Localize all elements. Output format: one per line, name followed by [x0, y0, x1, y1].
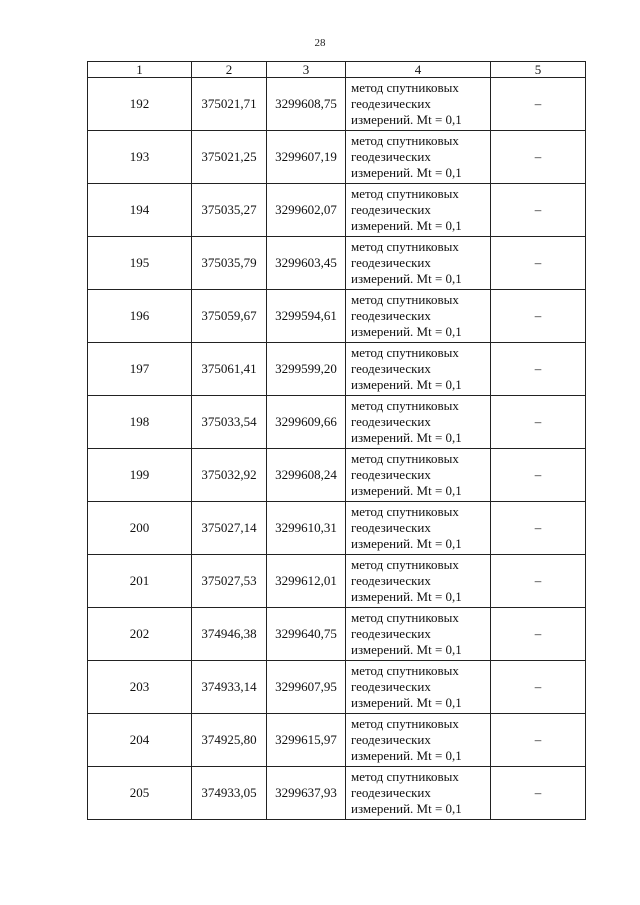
method-line: измерений. Mt = 0,1 — [351, 324, 462, 339]
method-cell — [346, 343, 491, 396]
header-col-2: 2 — [192, 62, 267, 78]
y-coordinate-cell: 3299612,01 — [267, 555, 346, 608]
method-cell — [346, 661, 491, 714]
point-number-cell: 198 — [88, 396, 192, 449]
method-line: измерений. Mt = 0,1 — [351, 695, 462, 710]
method-line: метод спутниковых — [351, 133, 459, 148]
table-row — [88, 78, 586, 131]
header-col-3: 3 — [267, 62, 346, 78]
method-line: метод спутниковых — [351, 663, 459, 678]
method-line: метод спутниковых — [351, 557, 459, 572]
method-line: метод спутниковых — [351, 80, 459, 95]
method-cell — [346, 767, 491, 820]
x-coordinate-cell: 375059,67 — [192, 290, 267, 343]
point-number-cell: 196 — [88, 290, 192, 343]
method-line: измерений. Mt = 0,1 — [351, 430, 462, 445]
note-cell: – — [491, 714, 586, 767]
method-line: геодезических — [351, 520, 431, 535]
page-number: 28 — [314, 37, 326, 49]
method-cell — [346, 184, 491, 237]
x-coordinate-cell: 375027,53 — [192, 555, 267, 608]
method-cell — [346, 396, 491, 449]
y-coordinate-cell: 3299609,66 — [267, 396, 346, 449]
method-line: измерений. Mt = 0,1 — [351, 801, 462, 816]
point-number-cell: 205 — [88, 767, 192, 820]
y-coordinate-cell: 3299637,93 — [267, 767, 346, 820]
method-line: геодезических — [351, 255, 431, 270]
x-coordinate-cell: 374933,05 — [192, 767, 267, 820]
method-line: измерений. Mt = 0,1 — [351, 483, 462, 498]
method-line: геодезических — [351, 96, 431, 111]
note-cell: – — [491, 449, 586, 502]
table-row — [88, 290, 586, 343]
method-line: метод спутниковых — [351, 398, 459, 413]
method-line: измерений. Mt = 0,1 — [351, 218, 462, 233]
table-row — [88, 502, 586, 555]
y-coordinate-cell: 3299615,97 — [267, 714, 346, 767]
method-line: измерений. Mt = 0,1 — [351, 589, 462, 604]
x-coordinate-cell: 375033,54 — [192, 396, 267, 449]
method-line: измерений. Mt = 0,1 — [351, 642, 462, 657]
table-row — [88, 608, 586, 661]
table-row — [88, 237, 586, 290]
method-line: измерений. Mt = 0,1 — [351, 165, 462, 180]
point-number-cell: 199 — [88, 449, 192, 502]
y-coordinate-cell: 3299599,20 — [267, 343, 346, 396]
method-line: измерений. Mt = 0,1 — [351, 112, 462, 127]
point-number-cell: 204 — [88, 714, 192, 767]
method-cell — [346, 290, 491, 343]
table-row — [88, 131, 586, 184]
y-coordinate-cell: 3299608,24 — [267, 449, 346, 502]
y-coordinate-cell: 3299640,75 — [267, 608, 346, 661]
point-number-cell: 193 — [88, 131, 192, 184]
x-coordinate-cell: 375035,79 — [192, 237, 267, 290]
y-coordinate-cell: 3299607,19 — [267, 131, 346, 184]
method-line: измерений. Mt = 0,1 — [351, 748, 462, 763]
method-line: геодезических — [351, 626, 431, 641]
note-cell: – — [491, 237, 586, 290]
method-line: метод спутниковых — [351, 292, 459, 307]
method-line: геодезических — [351, 679, 431, 694]
note-cell: – — [491, 396, 586, 449]
note-cell: – — [491, 502, 586, 555]
x-coordinate-cell: 375021,71 — [192, 78, 267, 131]
x-coordinate-cell: 375032,92 — [192, 449, 267, 502]
method-line: геодезических — [351, 361, 431, 376]
method-cell — [346, 237, 491, 290]
point-number-cell: 201 — [88, 555, 192, 608]
y-coordinate-cell: 3299608,75 — [267, 78, 346, 131]
note-cell: – — [491, 184, 586, 237]
table-row — [88, 767, 586, 820]
table-row — [88, 714, 586, 767]
note-cell: – — [491, 343, 586, 396]
method-cell — [346, 78, 491, 131]
table-row — [88, 396, 586, 449]
point-number-cell: 197 — [88, 343, 192, 396]
table-row — [88, 184, 586, 237]
x-coordinate-cell: 375027,14 — [192, 502, 267, 555]
method-cell — [346, 714, 491, 767]
method-line: геодезических — [351, 785, 431, 800]
y-coordinate-cell: 3299610,31 — [267, 502, 346, 555]
table-row — [88, 555, 586, 608]
note-cell: – — [491, 767, 586, 820]
x-coordinate-cell: 375061,41 — [192, 343, 267, 396]
method-line: геодезических — [351, 308, 431, 323]
method-line: метод спутниковых — [351, 451, 459, 466]
header-col-4: 4 — [346, 62, 491, 78]
method-line: геодезических — [351, 202, 431, 217]
y-coordinate-cell: 3299594,61 — [267, 290, 346, 343]
method-line: геодезических — [351, 732, 431, 747]
x-coordinate-cell: 374925,80 — [192, 714, 267, 767]
method-line: метод спутниковых — [351, 345, 459, 360]
table-header-row — [88, 62, 586, 78]
method-line: метод спутниковых — [351, 504, 459, 519]
point-number-cell: 194 — [88, 184, 192, 237]
point-number-cell: 195 — [88, 237, 192, 290]
note-cell: – — [491, 555, 586, 608]
table-row — [88, 661, 586, 714]
method-cell — [346, 131, 491, 184]
method-line: метод спутниковых — [351, 769, 459, 784]
point-number-cell: 192 — [88, 78, 192, 131]
method-line: геодезических — [351, 467, 431, 482]
y-coordinate-cell: 3299602,07 — [267, 184, 346, 237]
method-line: метод спутниковых — [351, 716, 459, 731]
method-cell — [346, 449, 491, 502]
x-coordinate-cell: 374946,38 — [192, 608, 267, 661]
x-coordinate-cell: 375021,25 — [192, 131, 267, 184]
x-coordinate-cell: 375035,27 — [192, 184, 267, 237]
x-coordinate-cell: 374933,14 — [192, 661, 267, 714]
method-line: геодезических — [351, 414, 431, 429]
point-number-cell: 202 — [88, 608, 192, 661]
table-row — [88, 449, 586, 502]
note-cell: – — [491, 661, 586, 714]
note-cell: – — [491, 608, 586, 661]
method-line: измерений. Mt = 0,1 — [351, 271, 462, 286]
note-cell: – — [491, 290, 586, 343]
note-cell: – — [491, 131, 586, 184]
table-body — [88, 78, 586, 820]
method-line: метод спутниковых — [351, 186, 459, 201]
point-number-cell: 200 — [88, 502, 192, 555]
method-cell — [346, 555, 491, 608]
method-cell — [346, 608, 491, 661]
method-line: геодезических — [351, 573, 431, 588]
method-line: геодезических — [351, 149, 431, 164]
method-cell — [346, 502, 491, 555]
method-line: измерений. Mt = 0,1 — [351, 536, 462, 551]
header-col-5: 5 — [491, 62, 586, 78]
y-coordinate-cell: 3299603,45 — [267, 237, 346, 290]
point-number-cell: 203 — [88, 661, 192, 714]
method-line: метод спутниковых — [351, 239, 459, 254]
table-row — [88, 343, 586, 396]
method-line: метод спутниковых — [351, 610, 459, 625]
coordinates-table — [87, 61, 586, 820]
note-cell: – — [491, 78, 586, 131]
header-col-1: 1 — [88, 62, 192, 78]
y-coordinate-cell: 3299607,95 — [267, 661, 346, 714]
method-line: измерений. Mt = 0,1 — [351, 377, 462, 392]
